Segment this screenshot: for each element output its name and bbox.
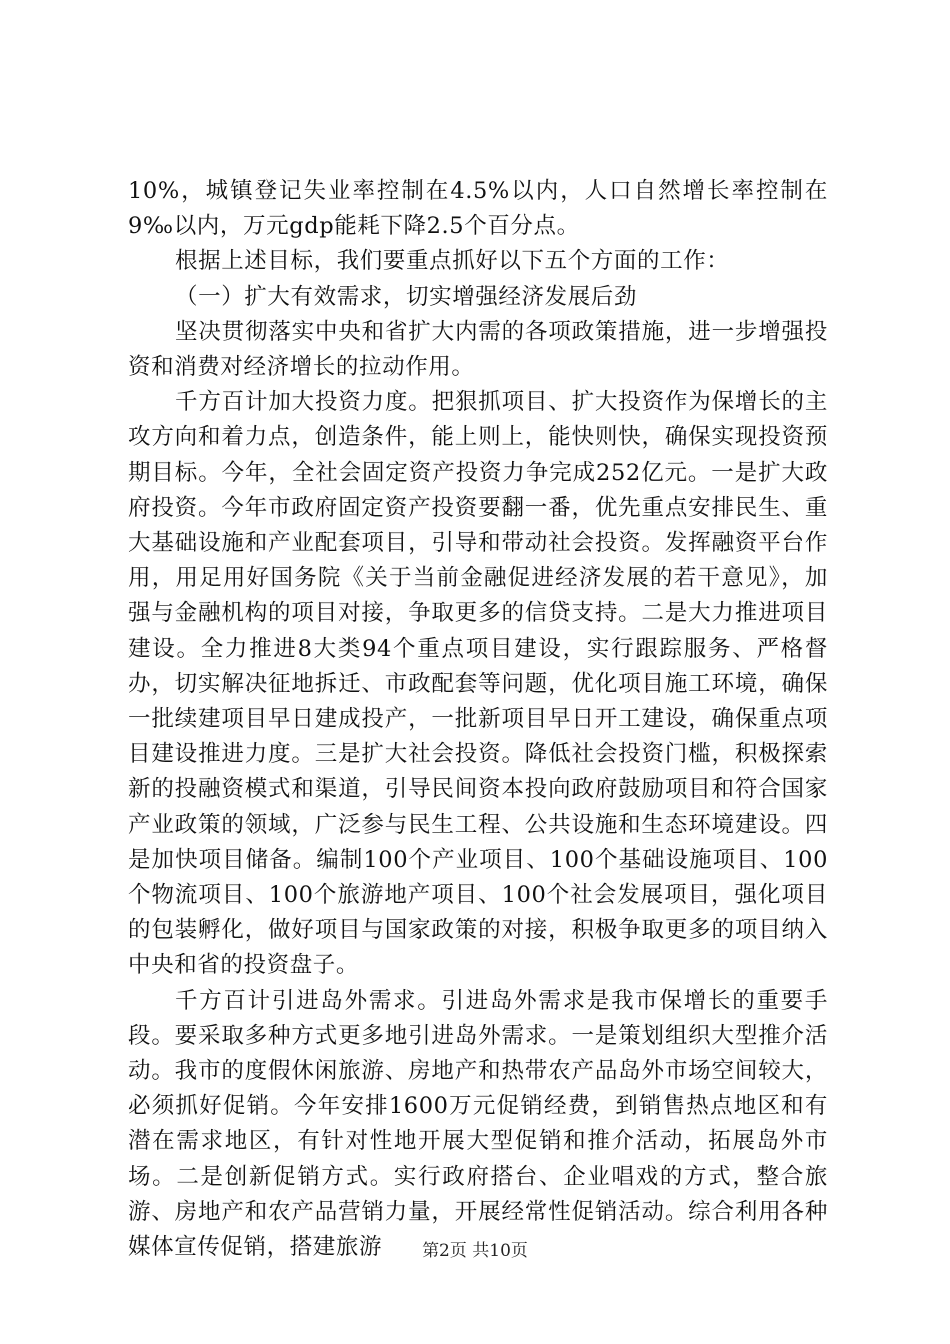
paragraph-external-demand: 千方百计引进岛外需求。引进岛外需求是我市保增长的重要手段。要采取多种方式更多地引进岛外需求。一是策划组织大型推介活动。我市的度假休闲旅游、房地产和热带农产品岛外市场空间较大，必须抓好促销。今年安排1600万元促销经费，到销售热点地区和有潜在需求地区，有针对性地开展大型促销和推介活动，拓展岛外市场。二是创新促销方式。实行政府搭台、企业唱戏的方式，整合旅游、房地产和农产品营销力量，开展经常性促销活动。综合利用各种媒体宣传促销，搭建旅游 xyxy=(128,987,828,1261)
paragraph-intro: 根据上述目标，我们要重点抓好以下五个方面的工作： xyxy=(175,248,730,275)
section-heading: （一）扩大有效需求，切实增强经济发展后劲 xyxy=(175,283,638,310)
page-number-footer: 第2页 共10页 xyxy=(422,1241,528,1261)
paragraph-investment: 千方百计加大投资力度。把狠抓项目、扩大投资作为保增长的主攻方向和着力点，创造条件，能上则上，能快则快，确保实现投资预期目标。今年，全社会固定资产投资力争完成252亿元。一是扩大政府投资。今年市政府固定资产投资要翻一番，优先重点安排民生、重大基础设施和产业配套项目，引导和带动社会投资。发挥融资平台作用，用足用好国务院《关于当前金融促进经济发展的若干意见》，加强与金融机构的项目对接，争取更多的信贷支持。二是大力推进项目建设。全力推进8大类94个重点项目建设，实行跟踪服务、严格督办，切实解决征地拆迁、市政配套等问题，优化项目施工环境，确保一批续建项目早日建成投产，一批新项目早日开工建设，确保重点项目建设推进力度。三是扩大社会投资。降低社会投资门槛，积极探索新的投融资模式和渠道，引导民间资本投向政府鼓励项目和符合国家产业政策的领域，广泛参与民生工程、公共设施和生态环境建设。四是加快项目储备。编制100个产业项目、100个基础设施项目、100个物流项目、100个旅游地产项目、100个社会发展项目，强化项目的包装孵化，做好项目与国家政策的对接，积极争取更多的项目纳入中央和省的投资盘子。 xyxy=(128,389,828,979)
paragraph-demand: 坚决贯彻落实中央和省扩大内需的各项政策措施，进一步增强投资和消费对经济增长的拉动作用。 xyxy=(128,318,828,381)
paragraph-continuation: 10%，城镇登记失业率控制在4.5%以内，人口自然增长率控制在9‰以内，万元gdp能耗下降2.5个百分点。 xyxy=(128,178,828,240)
document-body xyxy=(128,174,828,1265)
